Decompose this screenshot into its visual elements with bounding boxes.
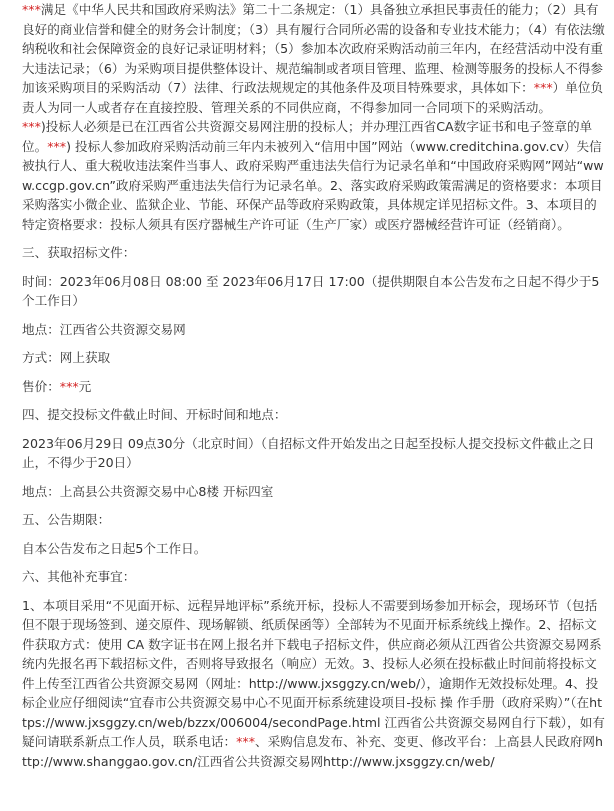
- price-unit: 元: [78, 378, 92, 394]
- time-value: 2023年06月08日 08:00 至 2023年06月17日 17:00（提供期限自本公告发布之日起不得少于5个工作日）: [22, 273, 600, 308]
- section6-heading: 六、其他补充事宜：: [22, 569, 136, 584]
- redacted-text: ***: [59, 378, 79, 394]
- redacted-text: ***: [22, 119, 41, 134]
- section4-heading: 四、提交投标文件截止时间、开标时间和地点：: [22, 407, 287, 422]
- submission-deadline: 2023年06月29日 09点30分（北京时间）（自招标文件开始发出之日起至投标人提交投标文件截止之日止，不得少于20日）: [22, 435, 595, 470]
- supplementary-text-a: 1、本项目采用“不见面开标、远程异地评标”系统开标，投标人不需要到场参加开标会，现场环节（包括但不限于现场签到、递交原件、现场解锁、纸质保函等）全部转为不见面开标系统线上操作。2、招标文件获取方式：使用 CA 数字证书在网上报名并下载电子招标文件，供应商必须从江西省公共资源交易网系统内先报名再下载招标文件，否则将导致报名（响应）无效。3、投标人必须在投标截止时间前将投标文件上传至江西省公共资源交易网（网址：http://www.jxsggzy.cn/web/），逾期作无效投标处理。4、投标企业应仔细阅读“宜春市公共资源交易中心不见面开标系统建设项目-投标 操 作手册（政府采购）”（在https://www.jxsggzy.cn/web/bzzx/006004/secondPage.html 江西省公共资源交易网自行下载），如有疑问请联系新点工作人员，联系电话：: [22, 597, 605, 749]
- redacted-text: ***: [47, 138, 67, 154]
- acquisition-place: 地点：江西省公共资源交易网: [22, 321, 186, 337]
- time-label: 时间：: [22, 273, 60, 289]
- notice-period: 自本公告发布之日起5个工作日。: [22, 540, 207, 556]
- supplementary-notes: [22, 596, 606, 772]
- document-price: [22, 377, 606, 397]
- qualification-text-2: ）单位负责人为同一人或者存在直接控股、管理关系的不同供应商，不得参加同一合同项下的采购活动。: [22, 80, 604, 115]
- section3-heading: 三、获取招标文件：: [22, 245, 136, 260]
- acquisition-time: [22, 272, 606, 311]
- section5-heading: 五、公告期限：: [22, 512, 111, 527]
- qualification-text-1: 满足《中华人民共和国政府采购法》第二十二条规定：（1）具备独立承担民事责任的能力；（2）具有良好的商业信誉和健全的财务会计制度；（3）具有履行合同所必需的设备和专业技术能力；（4）有依法缴纳税收和社会保障资金的良好记录证明材料；（5）参加本次政府采购活动前三年内，在经营活动中没有重大违法记录；（6）为采购项目提供整体设计、规范编制或者项目管理、监理、检测等服务的投标人不得参加该采购项目的采购活动（7）法律、行政法规规定的其他条件及项目特殊要求，具体如下：: [22, 2, 605, 95]
- opening-place: 地点：上高县公共资源交易中心8楼 开标四室: [22, 483, 274, 499]
- price-label: 售价：: [22, 378, 60, 394]
- qualification-requirements: [22, 0, 606, 234]
- qualification-text-4: ) 投标人参加政府采购活动前三年内未被列入“信用中国”网站（www.creditchina.gov.cv）失信被执行人、重大税收违法案件当事人、政府采购严重违法失信行为记录名单和“中国政府采购网”网站“www.ccgp.gov.cn”政府采购严重违法失信行为记录名单。2、落实政府采购政策需满足的资格要求：本项目采购落实小微企业、监狱企业、节能、环保产品等政府采购政策，具体规定详见招标文件。3、本项目的特定资格要求：投标人须具有医疗器械生产许可证（生产厂家）或医疗器械经营许可证（经销商）。: [22, 138, 604, 232]
- redacted-text: ***: [236, 734, 255, 749]
- qualification-text-3: )投标人必须是已在江西省公共资源交易网注册的投标人；并办理江西省CA数字证书和电子签章的单位。: [22, 119, 593, 154]
- supplementary-text-b: 、采购信息发布、补充、变更、修改平台：上高县人民政府网http://www.shanggao.gov.cn/江西省公共资源交易网http://www.jxsggzy.cn/web/: [22, 734, 603, 769]
- redacted-text: ***: [22, 2, 41, 17]
- redacted-text: ***: [533, 80, 553, 95]
- acquisition-method: 方式：网上获取: [22, 350, 111, 365]
